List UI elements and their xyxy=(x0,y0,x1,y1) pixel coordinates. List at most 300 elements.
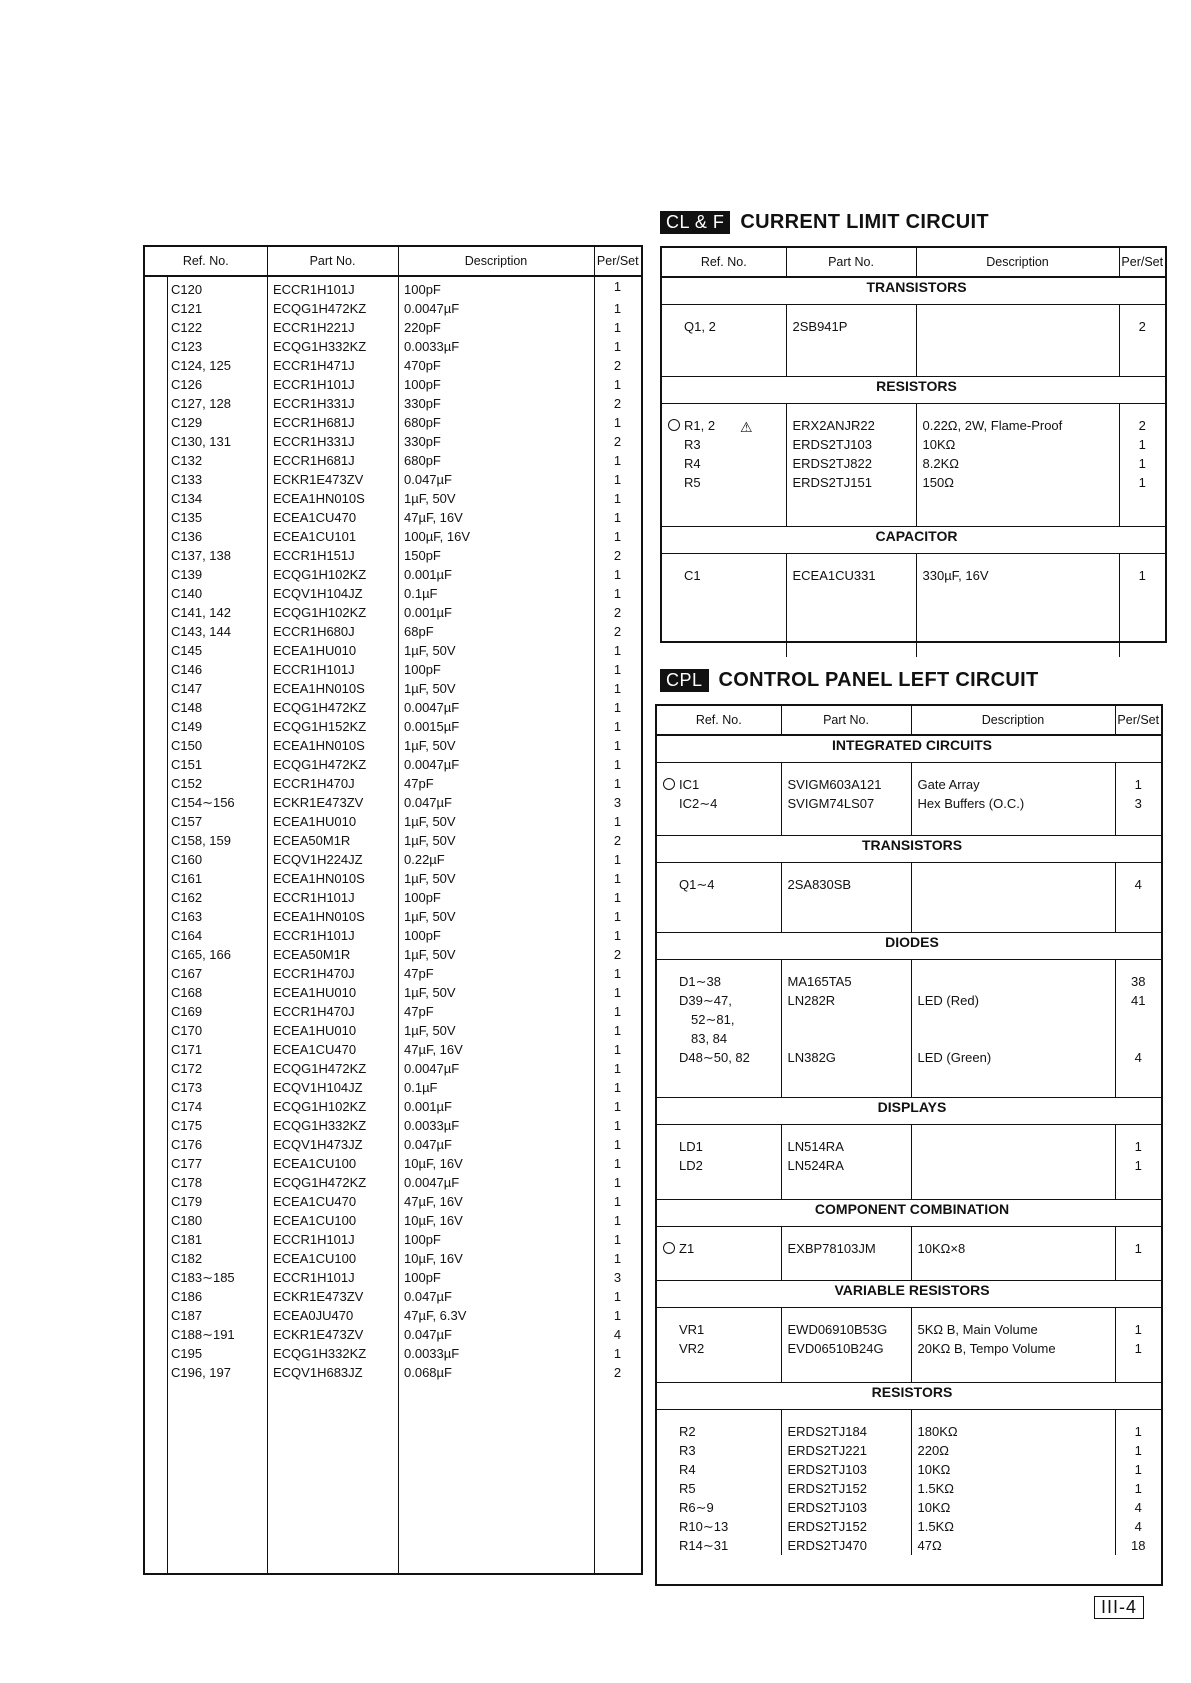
table-row xyxy=(145,527,641,546)
desc-cell: 0.047µF xyxy=(404,1327,452,1342)
qty-cell: 1 xyxy=(613,719,622,734)
table-row xyxy=(145,1040,641,1059)
part-cell: ECQG1H102KZ xyxy=(273,1099,367,1114)
part-cell xyxy=(781,1029,911,1048)
qty-cell: 1 xyxy=(613,1346,622,1361)
desc-cell: 0.068µF xyxy=(404,1365,452,1380)
table-row xyxy=(657,1048,1161,1067)
ref-text: R5 xyxy=(679,1481,696,1496)
table-row xyxy=(145,1135,641,1154)
ref-cell: C139 xyxy=(171,567,203,582)
part-cell: ERX2ANJR22 xyxy=(786,416,916,435)
desc-cell: 0.0033µF xyxy=(404,1118,460,1133)
part-cell: ECQG1H332KZ xyxy=(273,339,367,354)
part-cell: ECQG1H472KZ xyxy=(273,1061,367,1076)
qty-cell: 1 xyxy=(613,320,622,335)
table-row xyxy=(145,470,641,489)
part-cell: ECCR1H101J xyxy=(273,662,355,677)
desc-cell: 10µF, 16V xyxy=(404,1213,463,1228)
table-row xyxy=(657,1460,1161,1479)
ref-cell: C180 xyxy=(171,1213,203,1228)
table-row xyxy=(657,1441,1161,1460)
ref-cell: C124, 125 xyxy=(171,358,231,373)
part-cell: ECEA1HN010S xyxy=(273,491,365,506)
table-row xyxy=(657,1010,1161,1029)
part-cell: ECQV1H104JZ xyxy=(273,586,363,601)
part-cell: ERDS2TJ151 xyxy=(786,473,916,492)
part-cell: ECKR1E473ZV xyxy=(273,795,364,810)
category-title: RESISTORS xyxy=(657,1383,1161,1410)
desc-cell: 150pF xyxy=(404,548,441,563)
part-cell: ECEA1HU010 xyxy=(273,814,357,829)
part-cell: ECEA0JU470 xyxy=(273,1308,354,1323)
ref-cell xyxy=(662,473,786,492)
part-cell: ECEA1CU100 xyxy=(273,1251,357,1266)
ref-cell xyxy=(657,1048,781,1067)
category-title: VARIABLE RESISTORS xyxy=(657,1281,1161,1308)
ref-cell: C196, 197 xyxy=(171,1365,231,1380)
desc-cell: 330µF, 16V xyxy=(916,566,1119,585)
ref-cell: C135 xyxy=(171,510,203,525)
desc-cell: 5KΩ B, Main Volume xyxy=(911,1320,1115,1339)
table-row xyxy=(662,566,1165,585)
qty-cell: 1 xyxy=(613,472,622,487)
desc-cell: 10KΩ×8 xyxy=(911,1239,1115,1258)
ref-cell: C146 xyxy=(171,662,203,677)
table-row xyxy=(657,1536,1161,1555)
qty-cell: 1 xyxy=(613,415,622,430)
desc-cell: 0.0047µF xyxy=(404,757,460,772)
qty-cell: 1 xyxy=(613,1194,622,1209)
ref-text: R10∼13 xyxy=(679,1519,729,1534)
clf-section-title xyxy=(660,211,989,234)
desc-cell: 0.22µF xyxy=(404,852,445,867)
table-row xyxy=(145,698,641,717)
ref-cell: C169 xyxy=(171,1004,203,1019)
table-row xyxy=(657,972,1161,991)
part-cell: ECQG1H472KZ xyxy=(273,700,367,715)
part-cell: ECEA1CU101 xyxy=(273,529,357,544)
qty-cell: 1 xyxy=(613,662,622,677)
desc-cell: 0.001µF xyxy=(404,605,452,620)
desc-cell: 220pF xyxy=(404,320,441,335)
table-row xyxy=(145,432,641,451)
desc-cell: 330pF xyxy=(404,396,441,411)
ref-cell: C186 xyxy=(171,1289,203,1304)
ref-cell: C143, 144 xyxy=(171,624,231,639)
clf-title: CURRENT LIMIT CIRCUIT xyxy=(740,211,989,233)
category-title: RESISTORS xyxy=(662,377,1165,404)
cpl-col-qty: Per/Set xyxy=(1115,706,1161,735)
category-header xyxy=(662,527,1165,554)
qty-cell: 4 xyxy=(1115,1498,1161,1517)
clf-parts-table xyxy=(660,246,1167,643)
table-row xyxy=(145,1344,641,1363)
clf-col-qty: Per/Set xyxy=(1119,248,1165,277)
table-row xyxy=(145,318,641,337)
ref-text: 83, 84 xyxy=(691,1031,728,1046)
ref-cell: C181 xyxy=(171,1232,203,1247)
ref-cell: C130, 131 xyxy=(171,434,231,449)
part-cell: MA165TA5 xyxy=(781,972,911,991)
table-row xyxy=(145,869,641,888)
ref-cell: C132 xyxy=(171,453,203,468)
clf-table-header xyxy=(662,248,1165,277)
ref-cell: C178 xyxy=(171,1175,203,1190)
qty-cell: 1 xyxy=(613,1080,622,1095)
ref-cell xyxy=(657,1156,781,1175)
part-cell: ECEA1HU010 xyxy=(273,1023,357,1038)
important-circle-icon xyxy=(663,1242,675,1254)
ref-text: R3 xyxy=(684,437,701,452)
table-row xyxy=(145,276,641,299)
qty-cell: 1 xyxy=(613,1175,622,1190)
table-row xyxy=(657,775,1161,794)
table-row xyxy=(145,413,641,432)
important-circle-icon xyxy=(668,419,680,431)
category-header xyxy=(662,277,1165,305)
qty-cell: 1 xyxy=(1119,566,1165,585)
table-row xyxy=(145,1192,641,1211)
ref-cell xyxy=(657,775,781,794)
part-cell: LN514RA xyxy=(781,1137,911,1156)
cpl-section-title xyxy=(660,669,1039,692)
ref-cell: C137, 138 xyxy=(171,548,231,563)
qty-cell: 1 xyxy=(613,700,622,715)
table-row xyxy=(657,1339,1161,1358)
table-row xyxy=(145,983,641,1002)
desc-cell: 47pF xyxy=(404,1004,434,1019)
table-row xyxy=(145,299,641,318)
ref-cell: C168 xyxy=(171,985,203,1000)
table-row xyxy=(145,451,641,470)
desc-cell: 10µF, 16V xyxy=(404,1251,463,1266)
ref-cell: C121 xyxy=(171,301,203,316)
qty-cell: 1 xyxy=(1115,775,1161,794)
ref-cell xyxy=(657,794,781,813)
desc-cell: 100pF xyxy=(404,377,441,392)
qty-cell: 1 xyxy=(613,738,622,753)
category-title: TRANSISTORS xyxy=(657,836,1161,863)
ref-cell: C162 xyxy=(171,890,203,905)
desc-cell: 1µF, 50V xyxy=(404,491,456,506)
category-title: COMPONENT COMBINATION xyxy=(657,1200,1161,1227)
ref-text: 52∼81, xyxy=(691,1012,735,1027)
ref-cell: C175 xyxy=(171,1118,203,1133)
desc-cell: 0.0047µF xyxy=(404,700,460,715)
ref-cell: C136 xyxy=(171,529,203,544)
qty-cell: 2 xyxy=(613,624,622,639)
part-cell: ECCR1H470J xyxy=(273,1004,355,1019)
clf-col-desc: Description xyxy=(916,248,1119,277)
part-cell: ECCR1H101J xyxy=(273,1270,355,1285)
ref-cell: C158, 159 xyxy=(171,833,231,848)
category-title: DISPLAYS xyxy=(657,1098,1161,1125)
cpl-title: CONTROL PANEL LEFT CIRCUIT xyxy=(718,669,1039,691)
part-cell: ECQG1H332KZ xyxy=(273,1118,367,1133)
qty-cell: 1 xyxy=(1115,1422,1161,1441)
table-row xyxy=(145,755,641,774)
qty-cell xyxy=(1115,1010,1161,1029)
part-cell: EVD06510B24G xyxy=(781,1339,911,1358)
qty-cell: 1 xyxy=(1115,1156,1161,1175)
part-cell: ECEA1HN010S xyxy=(273,909,365,924)
desc-cell: 1µF, 50V xyxy=(404,833,456,848)
part-cell: ERDS2TJ470 xyxy=(781,1536,911,1555)
ref-cell: C174 xyxy=(171,1099,203,1114)
table-row xyxy=(662,317,1165,336)
table-row xyxy=(145,679,641,698)
ref-cell: C183∼185 xyxy=(171,1270,235,1285)
ref-cell: C170 xyxy=(171,1023,203,1038)
important-circle-icon xyxy=(663,778,675,790)
desc-cell: 8.2KΩ xyxy=(916,454,1119,473)
qty-cell: 41 xyxy=(1115,991,1161,1010)
qty-cell: 1 xyxy=(1119,454,1165,473)
ref-cell: C163 xyxy=(171,909,203,924)
qty-cell: 1 xyxy=(1115,1339,1161,1358)
desc-cell: 680pF xyxy=(404,415,441,430)
qty-cell: 1 xyxy=(613,776,622,791)
ref-cell xyxy=(657,1536,781,1555)
qty-cell: 18 xyxy=(1115,1536,1161,1555)
ref-cell xyxy=(657,1029,781,1048)
table-row xyxy=(145,812,641,831)
ref-cell: C182 xyxy=(171,1251,203,1266)
part-cell: ECQG1H472KZ xyxy=(273,1175,367,1190)
part-cell: ECQV1H683JZ xyxy=(273,1365,363,1380)
category-header xyxy=(657,933,1161,960)
ref-cell xyxy=(657,1460,781,1479)
ref-cell: C140 xyxy=(171,586,203,601)
desc-cell: 0.0047µF xyxy=(404,1061,460,1076)
desc-cell: 0.0033µF xyxy=(404,339,460,354)
desc-cell: 1µF, 50V xyxy=(404,947,456,962)
table-row xyxy=(657,1498,1161,1517)
ref-cell: C123 xyxy=(171,339,203,354)
ref-cell xyxy=(657,1320,781,1339)
ref-cell: C188∼191 xyxy=(171,1327,235,1342)
part-cell: 2SB941P xyxy=(786,317,916,336)
part-cell: ECEA1HU010 xyxy=(273,985,357,1000)
desc-cell: 220Ω xyxy=(911,1441,1115,1460)
part-cell: ECEA1CU100 xyxy=(273,1156,357,1171)
desc-cell: 100pF xyxy=(404,282,441,297)
desc-cell: 47Ω xyxy=(911,1536,1115,1555)
clf-col-ref: Ref. No. xyxy=(662,248,786,277)
table-row xyxy=(145,850,641,869)
part-cell: ECEA50M1R xyxy=(273,947,351,962)
ref-cell: C173 xyxy=(171,1080,203,1095)
table-row xyxy=(145,1116,641,1135)
qty-cell: 4 xyxy=(613,1327,622,1342)
table-row xyxy=(145,1230,641,1249)
qty-cell: 3 xyxy=(613,1270,622,1285)
desc-cell: 1µF, 50V xyxy=(404,985,456,1000)
table-row xyxy=(145,508,641,527)
table-row xyxy=(145,546,641,565)
part-cell: ECQG1H152KZ xyxy=(273,719,367,734)
ref-cell: C179 xyxy=(171,1194,203,1209)
category-header xyxy=(657,735,1161,763)
part-cell: ECQG1H102KZ xyxy=(273,567,367,582)
ref-cell: C161 xyxy=(171,871,203,886)
ref-cell xyxy=(657,1498,781,1517)
ref-cell xyxy=(657,1010,781,1029)
part-cell: ECKR1E473ZV xyxy=(273,1327,364,1342)
ref-cell: C177 xyxy=(171,1156,203,1171)
qty-cell: 1 xyxy=(613,1289,622,1304)
qty-cell: 1 xyxy=(613,985,622,1000)
table-row xyxy=(145,1363,641,1382)
table-row xyxy=(145,394,641,413)
qty-cell: 1 xyxy=(613,928,622,943)
table-row xyxy=(145,584,641,603)
part-cell: 2SA830SB xyxy=(781,875,911,894)
table-row xyxy=(145,831,641,850)
category-header xyxy=(657,836,1161,863)
qty-cell: 1 xyxy=(613,491,622,506)
part-cell: ECCR1H101J xyxy=(273,377,355,392)
desc-cell: 100pF xyxy=(404,662,441,677)
ref-cell: C176 xyxy=(171,1137,203,1152)
desc-cell: 47µF, 16V xyxy=(404,1194,463,1209)
part-cell: ERDS2TJ103 xyxy=(781,1498,911,1517)
ref-cell: C165, 166 xyxy=(171,947,231,962)
desc-cell: 1µF, 50V xyxy=(404,738,456,753)
col-ref-header: Ref. No. xyxy=(145,247,267,276)
ref-cell xyxy=(657,1479,781,1498)
desc-cell: Gate Array xyxy=(911,775,1115,794)
qty-cell: 1 xyxy=(613,1232,622,1247)
part-cell: ECQV1H224JZ xyxy=(273,852,363,867)
table-row xyxy=(145,375,641,394)
qty-cell: 2 xyxy=(613,947,622,962)
table-row xyxy=(145,1097,641,1116)
category-header xyxy=(662,377,1165,404)
qty-cell: 1 xyxy=(613,1156,622,1171)
part-cell: ECCR1H470J xyxy=(273,966,355,981)
qty-cell: 1 xyxy=(1115,1479,1161,1498)
qty-cell: 4 xyxy=(1115,875,1161,894)
part-cell xyxy=(781,1010,911,1029)
table-row xyxy=(657,794,1161,813)
ref-cell xyxy=(657,991,781,1010)
desc-cell: 0.001µF xyxy=(404,1099,452,1114)
table-row xyxy=(145,1078,641,1097)
part-cell: ECQG1H472KZ xyxy=(273,757,367,772)
desc-cell: 0.0047µF xyxy=(404,1175,460,1190)
qty-cell: 1 xyxy=(1115,1441,1161,1460)
ref-cell: C141, 142 xyxy=(171,605,231,620)
category-title: DIODES xyxy=(657,933,1161,960)
qty-cell: 1 xyxy=(1115,1137,1161,1156)
desc-cell: 1µF, 50V xyxy=(404,871,456,886)
desc-cell: 0.0047µF xyxy=(404,301,460,316)
table-row xyxy=(657,1422,1161,1441)
qty-cell: 1 xyxy=(613,1004,622,1019)
ref-cell: C160 xyxy=(171,852,203,867)
qty-cell: 1 xyxy=(613,453,622,468)
table-row xyxy=(145,622,641,641)
qty-cell: 1 xyxy=(1115,1460,1161,1479)
part-cell: ECEA1HN010S xyxy=(273,871,365,886)
part-cell: ECEA1CU100 xyxy=(273,1213,357,1228)
part-cell: LN382G xyxy=(781,1048,911,1067)
desc-cell: 0.047µF xyxy=(404,795,452,810)
table-row xyxy=(657,1320,1161,1339)
desc-cell: 1µF, 50V xyxy=(404,814,456,829)
ref-cell: C150 xyxy=(171,738,203,753)
ref-cell xyxy=(662,566,786,585)
table-row xyxy=(662,435,1165,454)
ref-cell xyxy=(662,416,786,435)
qty-cell: 2 xyxy=(613,833,622,848)
table-row xyxy=(145,1059,641,1078)
part-cell: ECQV1H104JZ xyxy=(273,1080,363,1095)
warning-triangle-icon: ⚠ xyxy=(740,419,753,435)
desc-cell xyxy=(911,875,1115,894)
table-row xyxy=(657,875,1161,894)
ref-text: LD1 xyxy=(679,1139,703,1154)
ref-cell: C171 xyxy=(171,1042,203,1057)
table-row xyxy=(145,717,641,736)
table-row xyxy=(657,1137,1161,1156)
part-cell: ECCR1H471J xyxy=(273,358,355,373)
part-cell: ECCR1H101J xyxy=(273,890,355,905)
table-row xyxy=(145,1021,641,1040)
part-cell: ECEA1HU010 xyxy=(273,643,357,658)
table-row xyxy=(145,774,641,793)
qty-cell: 2 xyxy=(1119,416,1165,435)
desc-cell: LED (Green) xyxy=(911,1048,1115,1067)
qty-cell: 1 xyxy=(613,1118,622,1133)
table-row xyxy=(145,356,641,375)
qty-cell: 1 xyxy=(613,301,622,316)
table-row xyxy=(145,1249,641,1268)
qty-cell: 1 xyxy=(613,1251,622,1266)
desc-cell xyxy=(911,1156,1115,1175)
ref-cell xyxy=(657,1441,781,1460)
part-cell: ECCR1H680J xyxy=(273,624,355,639)
part-cell: ECCR1H331J xyxy=(273,434,355,449)
cpl-parts-table xyxy=(655,704,1163,1586)
desc-cell: 330pF xyxy=(404,434,441,449)
ref-cell: C147 xyxy=(171,681,203,696)
table-row xyxy=(145,945,641,964)
table-row xyxy=(657,1517,1161,1536)
part-cell: EXBP78103JM xyxy=(781,1239,911,1258)
desc-cell: 1.5KΩ xyxy=(911,1479,1115,1498)
ref-cell: C148 xyxy=(171,700,203,715)
ref-text: IC1 xyxy=(679,777,700,792)
part-cell: ERDS2TJ152 xyxy=(781,1517,911,1536)
desc-cell xyxy=(911,1029,1115,1048)
qty-cell: 2 xyxy=(1119,317,1165,336)
ref-cell: C154∼156 xyxy=(171,795,235,810)
part-cell: ECKR1E473ZV xyxy=(273,472,364,487)
desc-cell xyxy=(911,1010,1115,1029)
desc-cell: 0.047µF xyxy=(404,472,452,487)
table-row xyxy=(145,1268,641,1287)
qty-cell: 1 xyxy=(613,871,622,886)
part-cell: ECCR1H101J xyxy=(273,1232,355,1247)
desc-cell: 47pF xyxy=(404,776,434,791)
qty-cell: 1 xyxy=(613,890,622,905)
desc-cell: 68pF xyxy=(404,624,434,639)
table-row xyxy=(145,1173,641,1192)
table-row xyxy=(145,641,641,660)
